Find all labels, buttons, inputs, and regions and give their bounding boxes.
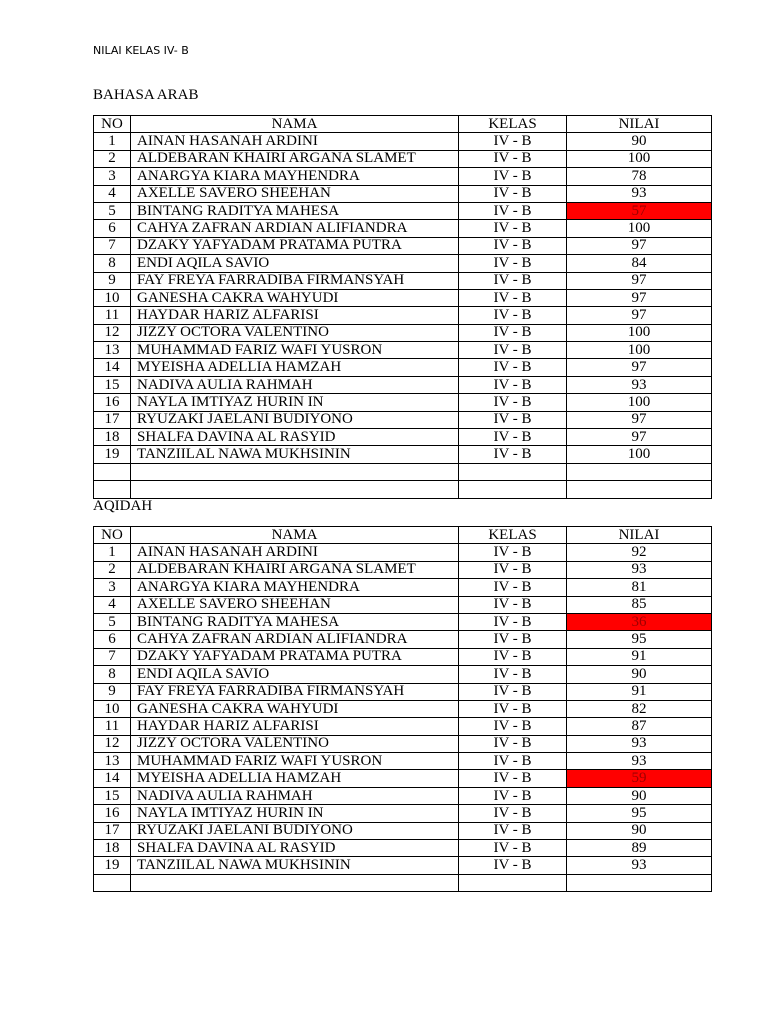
cell-kelas: IV - B <box>459 822 567 839</box>
table-row <box>94 840 712 857</box>
table-row <box>94 289 712 306</box>
cell-nama: MUHAMMAD FARIZ WAFI YUSRON <box>131 753 459 770</box>
cell-kelas: IV - B <box>459 185 567 202</box>
cell-nilai: 85 <box>567 596 712 613</box>
cell-nilai: 90 <box>567 787 712 804</box>
cell-no: 18 <box>94 840 131 857</box>
cell-kelas: IV - B <box>459 446 567 463</box>
cell-nilai: 82 <box>567 700 712 717</box>
cell-nama: FAY FREYA FARRADIBA FIRMANSYAH <box>131 272 459 289</box>
cell-nilai: 97 <box>567 359 712 376</box>
cell-kelas: IV - B <box>459 561 567 578</box>
cell-nilai: 95 <box>567 631 712 648</box>
grades-table-bahasa-arab <box>93 115 712 499</box>
cell-kelas: IV - B <box>459 376 567 393</box>
cell-nilai: 95 <box>567 805 712 822</box>
cell-kelas: IV - B <box>459 579 567 596</box>
table-row <box>94 666 712 683</box>
cell-kelas: IV - B <box>459 770 567 787</box>
col-header-nilai: NILAI <box>567 527 712 544</box>
cell-kelas: IV - B <box>459 411 567 428</box>
cell-nama: BINTANG RADITYA MAHESA <box>131 613 459 630</box>
cell-nilai: 36 <box>567 613 712 630</box>
cell-nilai: 81 <box>567 579 712 596</box>
cell-nama: AXELLE SAVERO SHEEHAN <box>131 596 459 613</box>
cell-nama: CAHYA ZAFRAN ARDIAN ALIFIANDRA <box>131 631 459 648</box>
blank-cell <box>567 481 712 498</box>
col-header-kelas: KELAS <box>459 527 567 544</box>
cell-no: 10 <box>94 289 131 306</box>
cell-nilai: 93 <box>567 561 712 578</box>
blank-cell <box>94 874 131 891</box>
cell-kelas: IV - B <box>459 753 567 770</box>
cell-no: 16 <box>94 394 131 411</box>
cell-nama: CAHYA ZAFRAN ARDIAN ALIFIANDRA <box>131 220 459 237</box>
cell-nilai: 93 <box>567 185 712 202</box>
table-row <box>94 770 712 787</box>
cell-no: 13 <box>94 753 131 770</box>
col-header-no: NO <box>94 116 131 133</box>
cell-kelas: IV - B <box>459 840 567 857</box>
cell-kelas: IV - B <box>459 718 567 735</box>
cell-nama: ANARGYA KIARA MAYHENDRA <box>131 579 459 596</box>
cell-no: 12 <box>94 735 131 752</box>
cell-nama: SHALFA DAVINA AL RASYID <box>131 429 459 446</box>
cell-no: 11 <box>94 307 131 324</box>
cell-kelas: IV - B <box>459 359 567 376</box>
cell-nama: NAYLA IMTIYAZ HURIN IN <box>131 394 459 411</box>
cell-no: 5 <box>94 202 131 219</box>
cell-nama: RYUZAKI JAELANI BUDIYONO <box>131 411 459 428</box>
cell-nilai: 93 <box>567 857 712 874</box>
cell-kelas: IV - B <box>459 544 567 561</box>
table-row <box>94 579 712 596</box>
section-title-bahasa-arab: BAHASA ARAB <box>93 87 199 103</box>
cell-nilai: 90 <box>567 666 712 683</box>
cell-kelas: IV - B <box>459 255 567 272</box>
cell-no: 8 <box>94 666 131 683</box>
cell-no: 4 <box>94 185 131 202</box>
cell-nama: AINAN HASANAH ARDINI <box>131 544 459 561</box>
table-row <box>94 718 712 735</box>
cell-nilai: 93 <box>567 735 712 752</box>
cell-nama: GANESHA CAKRA WAHYUDI <box>131 289 459 306</box>
cell-kelas: IV - B <box>459 324 567 341</box>
cell-nilai: 59 <box>567 770 712 787</box>
cell-nama: JIZZY OCTORA VALENTINO <box>131 735 459 752</box>
cell-nilai: 97 <box>567 289 712 306</box>
cell-nama: HAYDAR HARIZ ALFARISI <box>131 307 459 324</box>
table-row <box>94 324 712 341</box>
cell-kelas: IV - B <box>459 150 567 167</box>
blank-cell <box>567 463 712 480</box>
cell-no: 11 <box>94 718 131 735</box>
table-row <box>94 376 712 393</box>
table-row <box>94 544 712 561</box>
table-header-row <box>94 527 712 544</box>
cell-kelas: IV - B <box>459 735 567 752</box>
cell-nama: SHALFA DAVINA AL RASYID <box>131 840 459 857</box>
table-row <box>94 561 712 578</box>
cell-nama: TANZIILAL NAWA MUKHSININ <box>131 446 459 463</box>
cell-kelas: IV - B <box>459 272 567 289</box>
cell-nilai: 84 <box>567 255 712 272</box>
blank-cell <box>459 463 567 480</box>
table-row <box>94 185 712 202</box>
blank-row <box>94 463 712 480</box>
cell-kelas: IV - B <box>459 168 567 185</box>
table-row <box>94 648 712 665</box>
cell-no: 3 <box>94 168 131 185</box>
cell-no: 9 <box>94 683 131 700</box>
cell-no: 1 <box>94 133 131 150</box>
cell-nilai: 97 <box>567 429 712 446</box>
cell-no: 18 <box>94 429 131 446</box>
table-row <box>94 787 712 804</box>
cell-no: 7 <box>94 237 131 254</box>
section-title-aqidah: AQIDAH <box>93 498 153 514</box>
cell-kelas: IV - B <box>459 289 567 306</box>
blank-cell <box>94 481 131 498</box>
table-row <box>94 446 712 463</box>
blank-cell <box>94 463 131 480</box>
blank-cell <box>459 481 567 498</box>
cell-no: 13 <box>94 342 131 359</box>
cell-nilai: 89 <box>567 840 712 857</box>
col-header-nama: NAMA <box>131 527 459 544</box>
table-row <box>94 359 712 376</box>
cell-no: 15 <box>94 376 131 393</box>
cell-no: 16 <box>94 805 131 822</box>
table-header-row <box>94 116 712 133</box>
col-header-no: NO <box>94 527 131 544</box>
cell-no: 7 <box>94 648 131 665</box>
blank-cell <box>131 874 459 891</box>
cell-nilai: 97 <box>567 307 712 324</box>
cell-kelas: IV - B <box>459 857 567 874</box>
table-row <box>94 237 712 254</box>
table-row <box>94 683 712 700</box>
cell-nilai: 92 <box>567 544 712 561</box>
table-row <box>94 411 712 428</box>
table-row <box>94 429 712 446</box>
cell-kelas: IV - B <box>459 648 567 665</box>
cell-nama: ALDEBARAN KHAIRI ARGANA SLAMET <box>131 150 459 167</box>
cell-no: 17 <box>94 411 131 428</box>
cell-kelas: IV - B <box>459 787 567 804</box>
page-header: NILAI KELAS IV- B <box>93 44 189 57</box>
cell-nama: DZAKY YAFYADAM PRATAMA PUTRA <box>131 237 459 254</box>
table-row <box>94 133 712 150</box>
cell-kelas: IV - B <box>459 307 567 324</box>
table-row <box>94 168 712 185</box>
table-row <box>94 342 712 359</box>
cell-kelas: IV - B <box>459 342 567 359</box>
cell-nama: BINTANG RADITYA MAHESA <box>131 202 459 219</box>
col-header-kelas: KELAS <box>459 116 567 133</box>
cell-nilai: 57 <box>567 202 712 219</box>
cell-nama: AINAN HASANAH ARDINI <box>131 133 459 150</box>
cell-no: 15 <box>94 787 131 804</box>
cell-kelas: IV - B <box>459 666 567 683</box>
cell-nilai: 97 <box>567 272 712 289</box>
cell-no: 2 <box>94 561 131 578</box>
blank-cell <box>131 481 459 498</box>
cell-no: 17 <box>94 822 131 839</box>
cell-nama: TANZIILAL NAWA MUKHSININ <box>131 857 459 874</box>
cell-nilai: 93 <box>567 376 712 393</box>
cell-nilai: 97 <box>567 237 712 254</box>
cell-no: 6 <box>94 220 131 237</box>
cell-kelas: IV - B <box>459 202 567 219</box>
cell-nilai: 90 <box>567 133 712 150</box>
cell-kelas: IV - B <box>459 596 567 613</box>
table-row <box>94 202 712 219</box>
cell-nilai: 100 <box>567 150 712 167</box>
cell-no: 14 <box>94 359 131 376</box>
blank-cell <box>459 874 567 891</box>
cell-kelas: IV - B <box>459 220 567 237</box>
table-row <box>94 822 712 839</box>
cell-kelas: IV - B <box>459 805 567 822</box>
cell-nama: RYUZAKI JAELANI BUDIYONO <box>131 822 459 839</box>
cell-nama: NADIVA AULIA RAHMAH <box>131 787 459 804</box>
table-row <box>94 613 712 630</box>
table-row <box>94 700 712 717</box>
blank-row <box>94 481 712 498</box>
cell-nilai: 100 <box>567 220 712 237</box>
table-row <box>94 307 712 324</box>
cell-nilai: 100 <box>567 394 712 411</box>
table-row <box>94 753 712 770</box>
cell-no: 4 <box>94 596 131 613</box>
cell-nama: ENDI AQILA SAVIO <box>131 255 459 272</box>
col-header-nama: NAMA <box>131 116 459 133</box>
cell-nama: ENDI AQILA SAVIO <box>131 666 459 683</box>
cell-no: 2 <box>94 150 131 167</box>
cell-nilai: 91 <box>567 648 712 665</box>
table-row <box>94 394 712 411</box>
cell-nilai: 90 <box>567 822 712 839</box>
cell-no: 12 <box>94 324 131 341</box>
cell-no: 9 <box>94 272 131 289</box>
cell-nilai: 100 <box>567 324 712 341</box>
cell-kelas: IV - B <box>459 429 567 446</box>
cell-kelas: IV - B <box>459 631 567 648</box>
cell-no: 14 <box>94 770 131 787</box>
cell-kelas: IV - B <box>459 237 567 254</box>
cell-nilai: 100 <box>567 446 712 463</box>
cell-no: 19 <box>94 857 131 874</box>
cell-kelas: IV - B <box>459 394 567 411</box>
cell-nama: MUHAMMAD FARIZ WAFI YUSRON <box>131 342 459 359</box>
cell-nama: ALDEBARAN KHAIRI ARGANA SLAMET <box>131 561 459 578</box>
cell-nama: GANESHA CAKRA WAHYUDI <box>131 700 459 717</box>
cell-kelas: IV - B <box>459 133 567 150</box>
cell-nama: FAY FREYA FARRADIBA FIRMANSYAH <box>131 683 459 700</box>
cell-nama: ANARGYA KIARA MAYHENDRA <box>131 168 459 185</box>
cell-nilai: 100 <box>567 342 712 359</box>
blank-cell <box>131 463 459 480</box>
grades-table-aqidah <box>93 526 712 892</box>
col-header-nilai: NILAI <box>567 116 712 133</box>
cell-no: 6 <box>94 631 131 648</box>
table-row <box>94 220 712 237</box>
table-row <box>94 150 712 167</box>
table-row <box>94 857 712 874</box>
table-row <box>94 631 712 648</box>
cell-nama: MYEISHA ADELLIA HAMZAH <box>131 359 459 376</box>
cell-no: 19 <box>94 446 131 463</box>
cell-nama: NADIVA AULIA RAHMAH <box>131 376 459 393</box>
cell-no: 5 <box>94 613 131 630</box>
cell-nama: NAYLA IMTIYAZ HURIN IN <box>131 805 459 822</box>
cell-nilai: 97 <box>567 411 712 428</box>
cell-no: 1 <box>94 544 131 561</box>
cell-nama: AXELLE SAVERO SHEEHAN <box>131 185 459 202</box>
cell-kelas: IV - B <box>459 683 567 700</box>
cell-kelas: IV - B <box>459 700 567 717</box>
cell-nama: JIZZY OCTORA VALENTINO <box>131 324 459 341</box>
blank-row <box>94 874 712 891</box>
cell-no: 10 <box>94 700 131 717</box>
table-row <box>94 255 712 272</box>
blank-cell <box>567 874 712 891</box>
cell-nama: MYEISHA ADELLIA HAMZAH <box>131 770 459 787</box>
table-row <box>94 596 712 613</box>
cell-kelas: IV - B <box>459 613 567 630</box>
cell-no: 8 <box>94 255 131 272</box>
cell-nama: DZAKY YAFYADAM PRATAMA PUTRA <box>131 648 459 665</box>
cell-nilai: 93 <box>567 753 712 770</box>
table-row <box>94 272 712 289</box>
cell-nilai: 87 <box>567 718 712 735</box>
cell-nama: HAYDAR HARIZ ALFARISI <box>131 718 459 735</box>
cell-nilai: 91 <box>567 683 712 700</box>
cell-no: 3 <box>94 579 131 596</box>
table-row <box>94 735 712 752</box>
table-row <box>94 805 712 822</box>
cell-nilai: 78 <box>567 168 712 185</box>
